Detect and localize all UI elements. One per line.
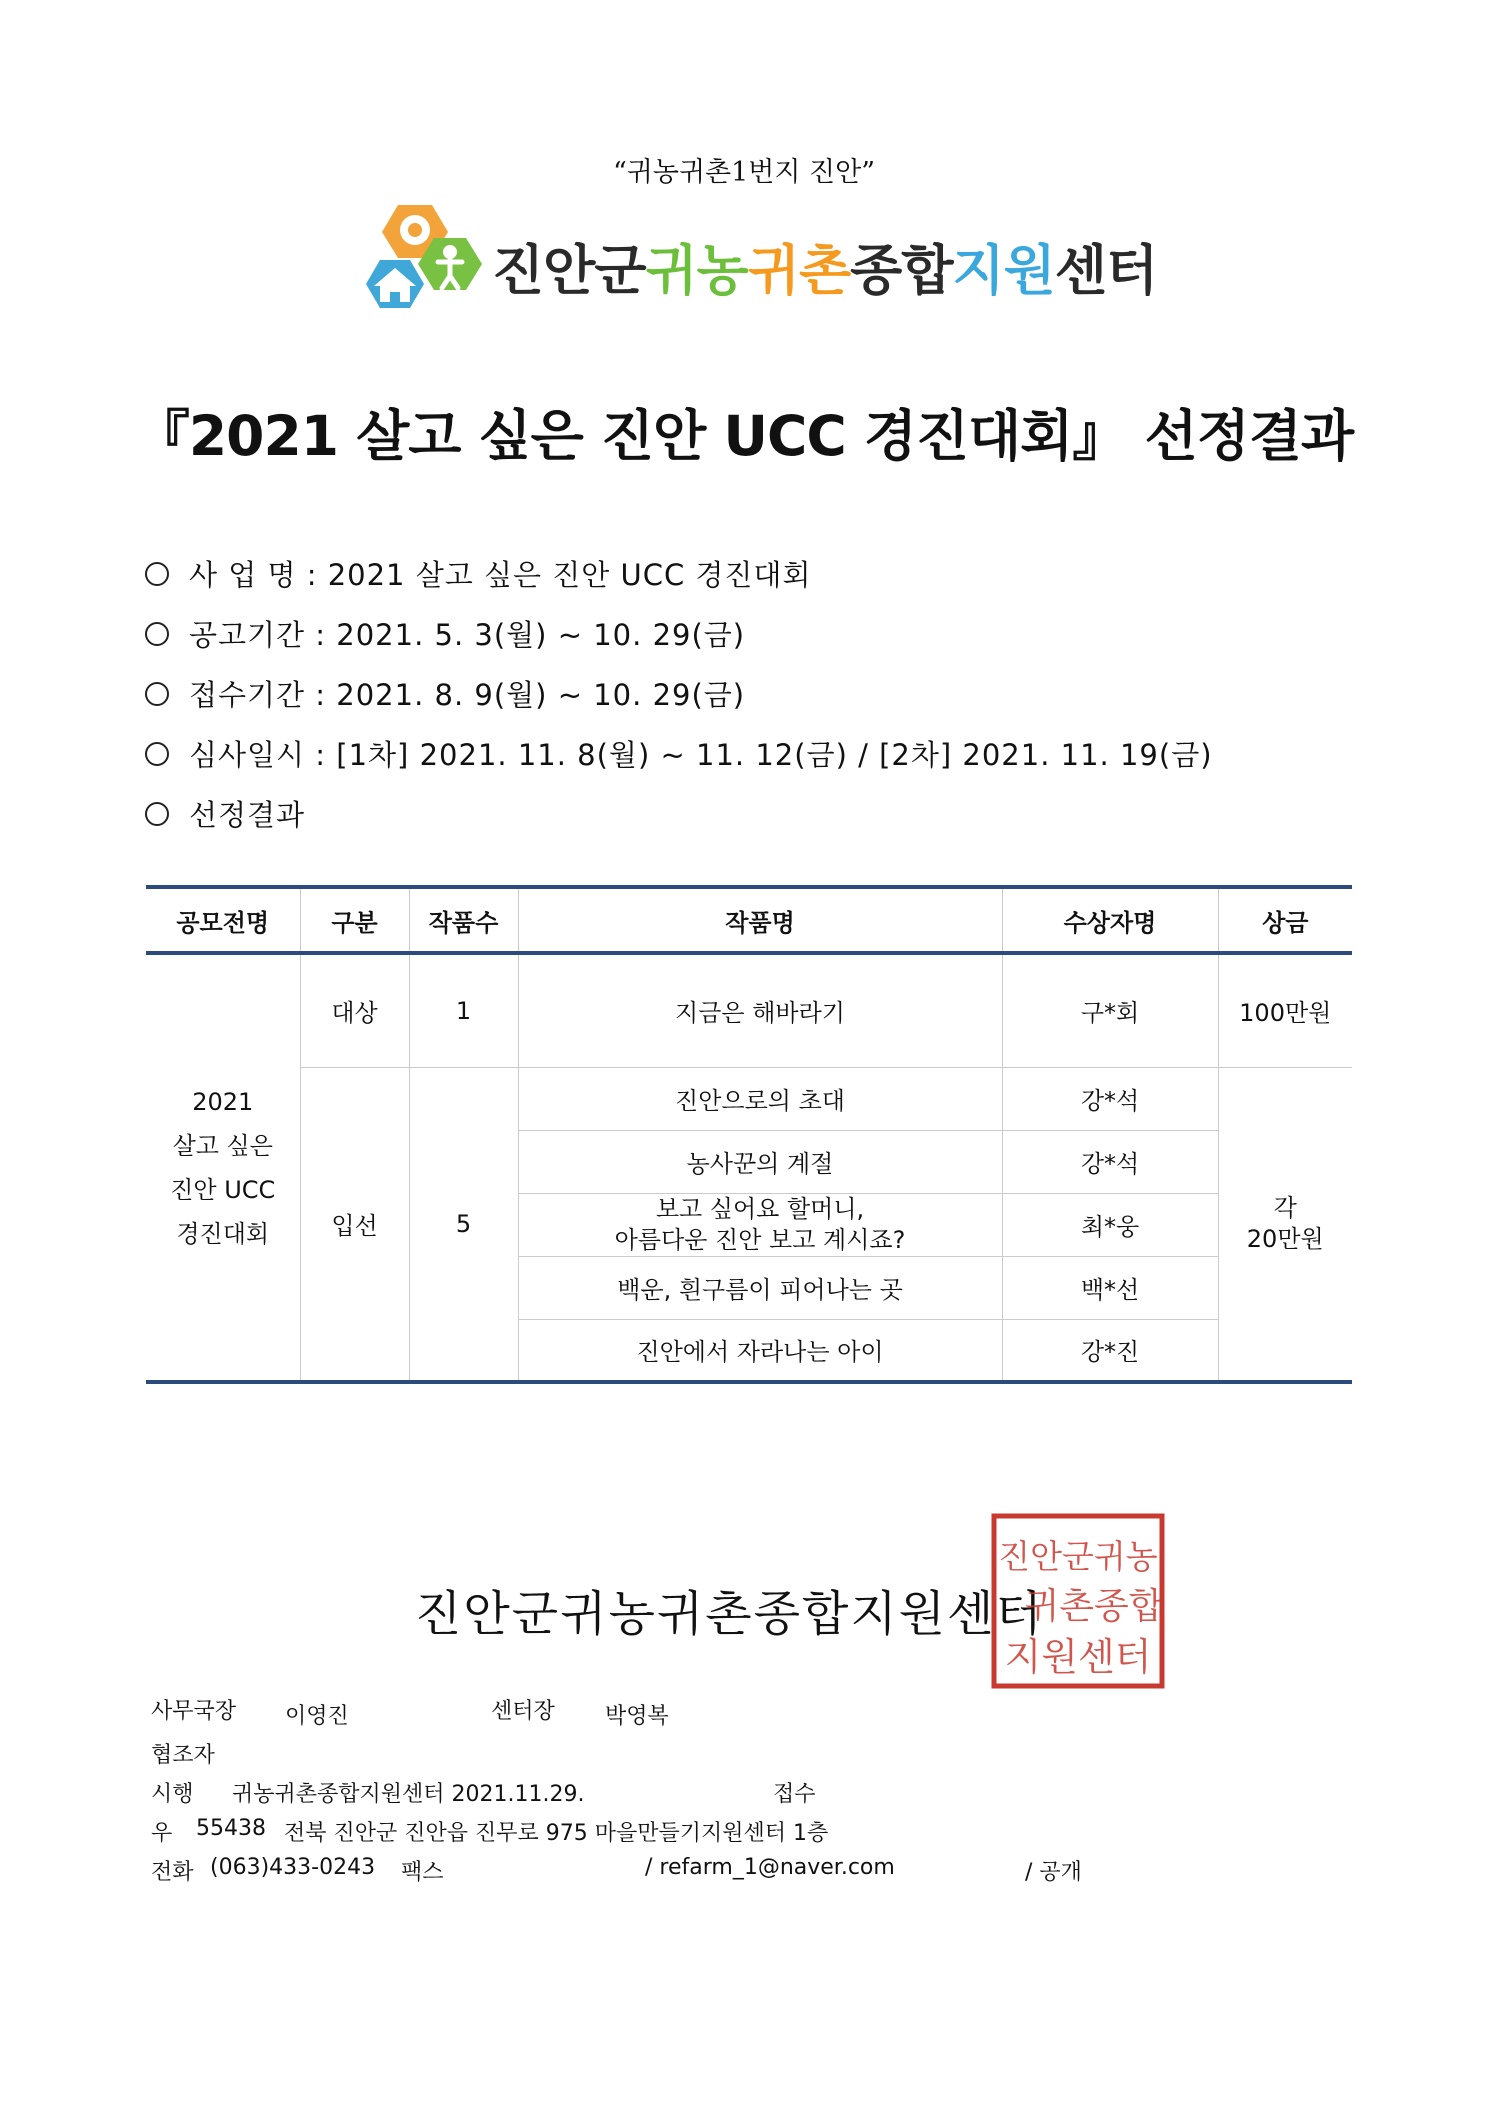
winner-cell: 구*회 (1002, 953, 1218, 1067)
postal-label: 우 (151, 1821, 173, 1846)
work-title-cell: 보고 싶어요 할머니, 아름다운 진안 보고 계시죠? (518, 1193, 1002, 1256)
work-title-cell: 백운, 흰구름이 피어나는 곳 (518, 1256, 1002, 1319)
info-value: 2021 살고 싶은 진안 UCC 경진대회 (327, 558, 812, 592)
fax-label: 팩스 (401, 1860, 444, 1885)
info-row-submission-period: 접수기간 : 2021. 8. 9(월) ~ 10. 29(금) (145, 673, 745, 714)
circle-bullet-icon (145, 682, 169, 706)
column-header: 수상자명 (1002, 887, 1218, 953)
receipt-label: 접수 (773, 1782, 816, 1807)
category-cell: 대상 (300, 953, 409, 1067)
info-row-judging-date: 심사일시 : [1차] 2021. 11. 8(월) ~ 11. 12(금) / [2차] 2021. 11. 19(금) (145, 733, 1213, 774)
info-label: 공고기간 (189, 618, 306, 652)
column-header: 작품수 (409, 887, 518, 953)
logo-part: 귀농 (645, 239, 748, 302)
circle-bullet-icon (145, 562, 169, 586)
contest-name-cell: 2021 살고 싶은 진안 UCC 경진대회 (146, 953, 300, 1382)
logo-part: 센터 (1054, 239, 1158, 302)
center-logo-text (492, 228, 1157, 305)
official-seal-icon (990, 1512, 1166, 1690)
winner-cell: 강*진 (1002, 1319, 1218, 1382)
prize-cell: 100만원 (1218, 953, 1352, 1067)
winner-cell: 최*웅 (1002, 1193, 1218, 1256)
slogan: “귀농귀촌1번지 진안” (612, 157, 876, 188)
table-row (146, 953, 1352, 1067)
director-label: 센터장 (491, 1699, 555, 1724)
logo-part: 지원 (952, 239, 1055, 302)
cooperator-label: 협조자 (151, 1743, 215, 1768)
seal-line: 귀촌종합 (1024, 1586, 1164, 1627)
winner-cell: 강*석 (1002, 1067, 1218, 1130)
winner-cell: 백*선 (1002, 1256, 1218, 1319)
enforce-value: 귀농귀촌종합지원센터 2021.11.29. (232, 1782, 585, 1807)
address: 전북 진안군 진안읍 진무로 975 마을만들기지원센터 1층 (284, 1821, 829, 1846)
work-title-cell: 진안으로의 초대 (518, 1067, 1002, 1130)
table-row (146, 1067, 1352, 1130)
results-table (146, 885, 1352, 1384)
table-header-row (146, 887, 1352, 953)
info-label: 사 업 명 (189, 558, 297, 592)
work-title-cell: 농사꾼의 계절 (518, 1130, 1002, 1193)
column-header: 상금 (1218, 887, 1352, 953)
winner-cell: 강*석 (1002, 1130, 1218, 1193)
director-name: 박영복 (605, 1704, 669, 1729)
category-cell: 입선 (300, 1067, 409, 1382)
issuing-organization: 진안군귀농귀촌종합지원센터 (415, 1586, 1044, 1642)
circle-bullet-icon (145, 742, 169, 766)
info-value: [1차] 2021. 11. 8(월) ~ 11. 12(금) / [2차] 2021. 11. 19(금) (336, 738, 1213, 772)
prize-cell: 각 20만원 (1218, 1067, 1352, 1382)
work-title-cell: 지금은 해바라기 (518, 953, 1002, 1067)
logo-part: 종합 (850, 239, 953, 302)
logo-emblem (366, 205, 482, 308)
column-header: 공모전명 (146, 887, 300, 953)
logo-part: 귀촌 (747, 239, 851, 302)
info-label: 접수기간 (189, 678, 306, 712)
info-row-project: 사 업 명 : 2021 살고 싶은 진안 UCC 경진대회 (145, 553, 811, 594)
work-title-cell: 진안에서 자라나는 아이 (518, 1319, 1002, 1382)
email: / refarm_1@naver.com (645, 1855, 895, 1880)
count-cell: 5 (409, 1067, 518, 1382)
phone-label: 전화 (151, 1860, 194, 1885)
postal-code: 55438 (196, 1816, 266, 1841)
column-header: 작품명 (518, 887, 1002, 953)
document-title: 『2021 살고 싶은 진안 UCC 경진대회』 선정결과 (134, 404, 1354, 468)
enforce-label: 시행 (151, 1782, 194, 1807)
count-cell: 1 (409, 953, 518, 1067)
info-value: 2021. 8. 9(월) ~ 10. 29(금) (336, 678, 746, 712)
circle-bullet-icon (145, 622, 169, 646)
info-label: 선정결과 (189, 798, 306, 832)
seal-line: 진안군귀농 (998, 1537, 1158, 1576)
info-label: 심사일시 (189, 738, 306, 772)
info-row-selection-result (145, 793, 305, 834)
seal-line: 지원센터 (1004, 1635, 1152, 1679)
info-row-notice-period: 공고기간 : 2021. 5. 3(월) ~ 10. 29(금) (145, 613, 745, 654)
phone-number: (063)433-0243 (210, 1855, 376, 1880)
logo-part: 진안군 (492, 239, 646, 302)
secretary-name: 이영진 (285, 1704, 349, 1729)
circle-bullet-icon (145, 802, 169, 826)
secretary-label: 사무국장 (151, 1699, 237, 1724)
info-value: 2021. 5. 3(월) ~ 10. 29(금) (336, 618, 746, 652)
column-header: 구분 (300, 887, 409, 953)
disclosure-status: / 공개 (1025, 1860, 1082, 1885)
